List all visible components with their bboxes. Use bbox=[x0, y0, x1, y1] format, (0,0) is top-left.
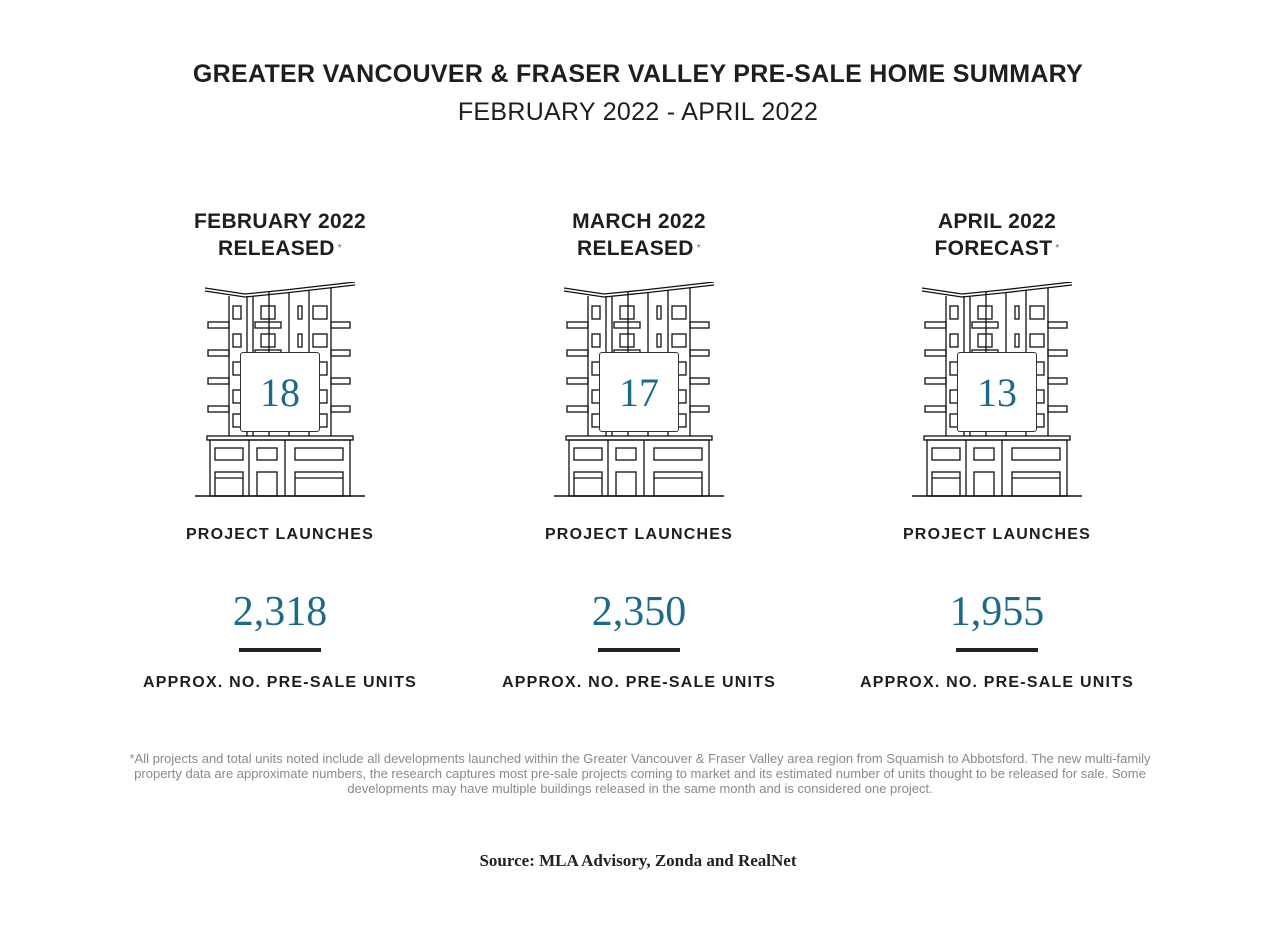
building-icon bbox=[912, 282, 1082, 498]
units-divider bbox=[239, 648, 321, 652]
column-status: RELEASED bbox=[218, 237, 335, 260]
asterisk-marker: * bbox=[337, 243, 342, 254]
pre-sale-units-value: 2,318 bbox=[232, 589, 328, 635]
building-icon bbox=[195, 282, 365, 498]
summary-column-march bbox=[474, 208, 804, 692]
units-divider bbox=[598, 648, 680, 652]
pre-sale-units-value: 1,955 bbox=[949, 589, 1045, 635]
page-subtitle: FEBRUARY 2022 - APRIL 2022 bbox=[457, 98, 819, 126]
column-status: RELEASED bbox=[577, 237, 694, 260]
column-month: APRIL 2022 bbox=[937, 210, 1057, 233]
summary-column-february bbox=[115, 208, 445, 692]
pre-sale-units-label: APPROX. NO. PRE-SALE UNITS bbox=[860, 674, 1134, 691]
footnote: *All projects and total units noted include all developments launched within the Greater Vancouver & Fraser Valley area region from Squamish to Abbotsford. The new multi-family property data are approximate numbers, the research captures most pre-sale projects coming to market and its estimated number of units thought to be released for sale. Some developments may have multiple buildings released in the same month and is considered one project. bbox=[129, 751, 1151, 796]
pre-sale-units-value: 2,350 bbox=[591, 589, 687, 635]
summary-column-april bbox=[832, 208, 1162, 692]
asterisk-marker: * bbox=[696, 243, 701, 254]
project-launches-label: PROJECT LAUNCHES bbox=[185, 526, 375, 543]
units-divider bbox=[956, 648, 1038, 652]
column-heading bbox=[474, 208, 804, 262]
asterisk-marker: * bbox=[1055, 243, 1060, 254]
column-heading bbox=[832, 208, 1162, 262]
column-month: MARCH 2022 bbox=[572, 210, 706, 233]
pre-sale-units-label: APPROX. NO. PRE-SALE UNITS bbox=[143, 674, 417, 691]
project-launch-count: 13 bbox=[957, 352, 1037, 432]
column-status: FORECAST bbox=[934, 237, 1053, 260]
building-icon bbox=[554, 282, 724, 498]
project-launches-label: PROJECT LAUNCHES bbox=[544, 526, 734, 543]
page-title: GREATER VANCOUVER & FRASER VALLEY PRE-SALE HOME SUMMARY bbox=[192, 60, 1084, 88]
project-launch-count: 18 bbox=[240, 352, 320, 432]
pre-sale-units-label: APPROX. NO. PRE-SALE UNITS bbox=[502, 674, 776, 691]
column-month: FEBRUARY 2022 bbox=[194, 210, 366, 233]
project-launches-label: PROJECT LAUNCHES bbox=[902, 526, 1092, 543]
column-heading bbox=[115, 208, 445, 262]
project-launch-count: 17 bbox=[599, 352, 679, 432]
source-credit: Source: MLA Advisory, Zonda and RealNet bbox=[479, 851, 797, 870]
